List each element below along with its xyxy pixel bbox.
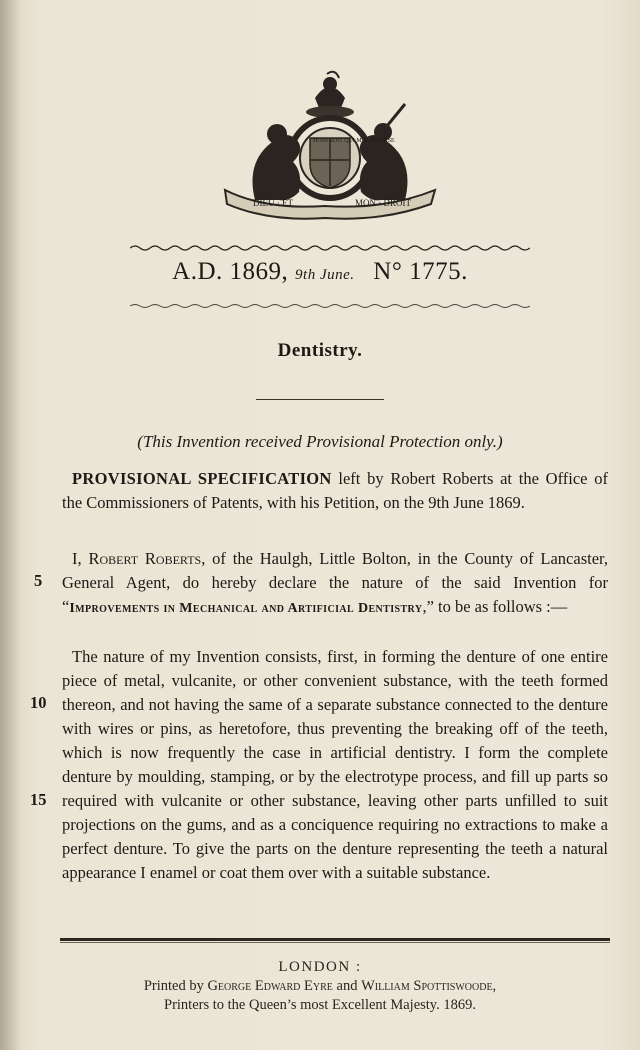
printer-name-2: William Spottiswoode,	[361, 978, 497, 994]
decl-text-2: , of the Haulgh, Little Bolton, in the County of Lancaster, General Agent, do hereby declare the nature of the said Invention for “	[62, 549, 608, 616]
imprint-and: and	[332, 978, 362, 994]
printer-imprint	[0, 958, 640, 1015]
subject-heading: Dentistry.	[277, 340, 363, 361]
printer-name-1: George Edward Eyre	[207, 978, 333, 994]
description-text: The nature of my Invention consists, first, in forming the denture of one entire piece of metal, vulcanite, or other convenient substance, with the teeth formed thereon, and not having the same of a separate substance connected to the denture with wires or pins, as heretofore, thus preventing the breaking off of the teeth, which is now frequently the case in artificial dentistry. I form the complete denture by moulding, stamping, or by the electrotype process, and fill up parts so required with vulcanite or other substance, leaving other parts unfilled to suit projections on the gums, and as a conciquence requiring no extractions to make a perfect denture. To give the parts on the denture representing the teeth a natural appearance I enamel or coat them over with a suitable substance.	[62, 647, 608, 882]
line-number: 15	[30, 790, 47, 809]
invention-title: Improvements in Mechanical and Artificial Dentistry	[69, 601, 423, 616]
decorative-wavy-rule	[130, 244, 530, 252]
imprint-prefix: Printed by	[143, 978, 208, 994]
divider	[256, 399, 384, 400]
inventor-name: Robert Roberts	[88, 549, 202, 568]
spec-text: left by Robert Roberts at the Office of the Commissioners of Patents, with his Petition, on the 9th June 1869.	[62, 469, 608, 512]
protection-note: (This Invention received Provisional Protection only.)	[137, 432, 503, 451]
crest-garter-motto: HONI SOIT QUI MAL Y PENSE	[313, 138, 395, 144]
line-number: 10	[30, 693, 47, 712]
bottom-rule	[60, 938, 610, 941]
page-edge-shadow	[0, 0, 22, 1050]
bottom-rule-thin	[60, 942, 610, 943]
crest-motto-right: MON · DROIT	[355, 198, 411, 208]
imprint-line-1	[0, 977, 640, 996]
patent-number: N° 1775.	[373, 258, 468, 285]
imprint-line-2: Printers to the Queen’s most Excellent Majesty. 1869.	[164, 997, 476, 1013]
declaration-paragraph	[62, 547, 608, 621]
decl-text-3: ,” to be as follows :—	[422, 597, 568, 616]
decl-text-1: I,	[72, 549, 89, 568]
date: 9th June.	[295, 267, 355, 283]
decorative-wavy-rule	[130, 302, 530, 310]
royal-coat-of-arms-icon	[215, 70, 445, 220]
patent-date-number	[0, 258, 640, 286]
provisional-specification	[62, 467, 608, 515]
crest-motto-left: DIEU · ET	[253, 198, 293, 208]
imprint-city: LONDON :	[278, 959, 362, 975]
spec-lead: PROVISIONAL SPECIFICATION	[72, 469, 332, 488]
description-paragraph	[62, 645, 608, 885]
year: A.D. 1869,	[172, 258, 289, 285]
line-number: 5	[34, 571, 43, 590]
